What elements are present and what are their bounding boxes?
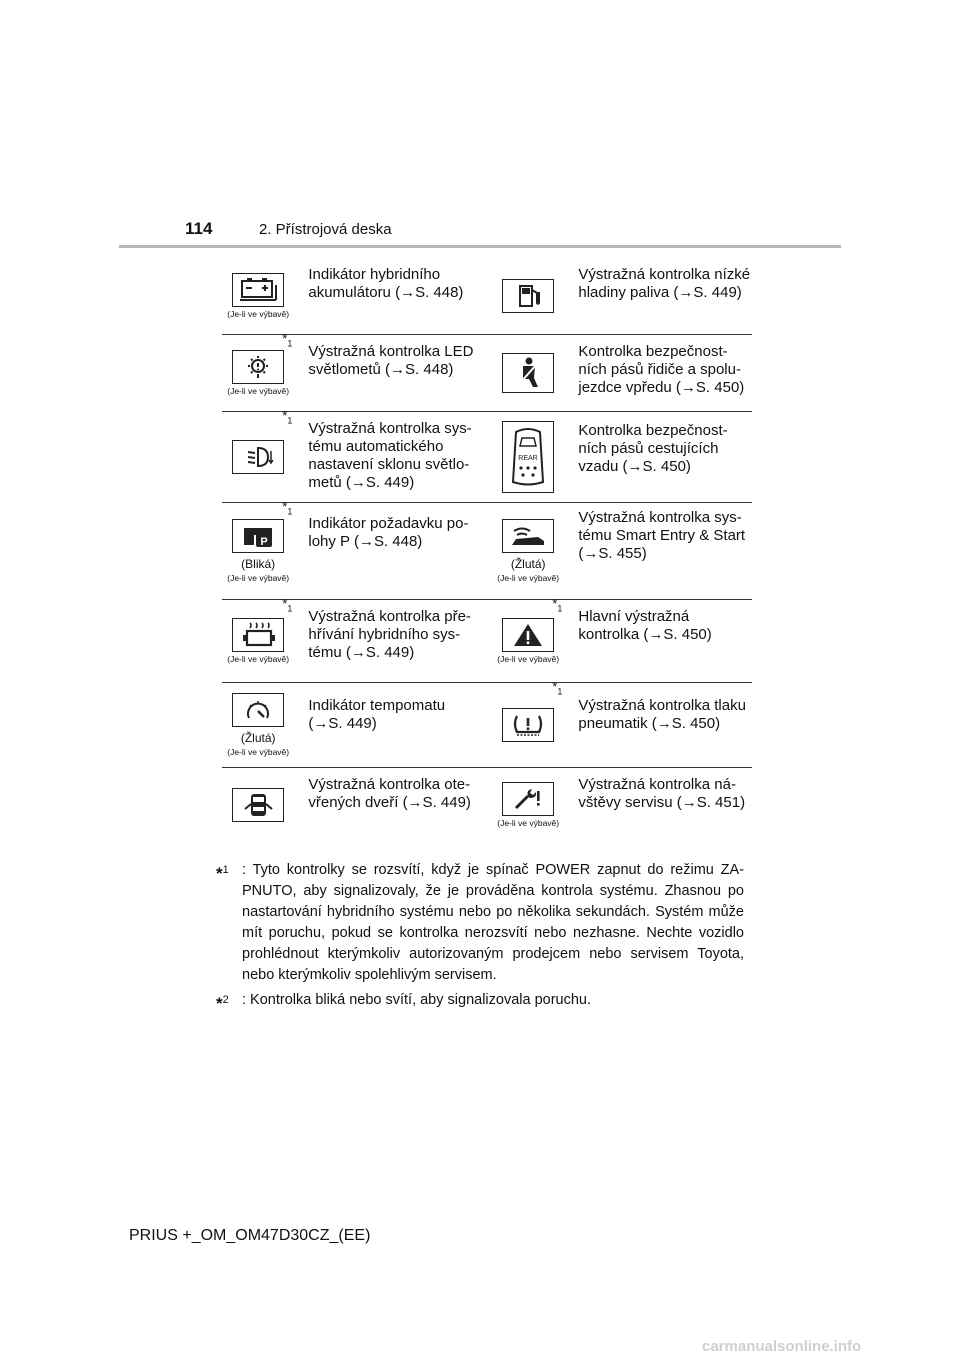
footnote-marker: $*_1$ — [282, 596, 293, 614]
availability-note: (Je-li ve výbavě) — [227, 308, 290, 319]
indicator-cell — [222, 768, 482, 842]
table-row — [222, 679, 752, 768]
rear-seatbelt-icon — [502, 421, 554, 493]
section-title: 2. Přístrojová deska — [259, 221, 392, 238]
indicator-description: Indikátor požadavku po-lohy P (→S. 448) — [308, 515, 469, 550]
indicator-description: Výstražná kontrolka ote-vřených dveří (→S. 449) — [308, 776, 471, 811]
footnote-marker: $*_1$ — [282, 499, 293, 517]
indicator-cell — [492, 412, 752, 502]
table-row — [222, 596, 752, 683]
footnote — [216, 860, 744, 986]
indicator-cell — [492, 258, 752, 334]
page-number: 114 — [185, 219, 213, 238]
indicator-cell — [222, 331, 482, 411]
footnote-marker: $*_1$ — [282, 408, 293, 426]
indicator-description: Výstražná kontrolka ná-vštěvy servisu (→S. 451) — [578, 776, 746, 811]
color-note: (Bliká) — [241, 556, 276, 571]
availability-note: (Je-li ve výbavě) — [497, 572, 560, 583]
footnote-text: : Kontrolka bliká nebo svítí, aby signalizovala poruchu. — [242, 992, 592, 1008]
footnotes — [216, 860, 744, 1020]
indicator-cell — [222, 408, 482, 502]
hybrid-battery-icon — [232, 273, 284, 307]
indicator-description: Výstražná kontrolka sys-tému Smart Entry & Start (→S. 455) — [578, 509, 746, 562]
watermark: carmanualsonline.info — [702, 1338, 862, 1355]
indicator-description: Výstražná kontrolka sys-tému automatického nastavení sklonu světlo-metů (→S. 449) — [308, 420, 472, 491]
fuel-pump-icon — [502, 279, 554, 313]
availability-note: (Je-li ve výbavě) — [497, 817, 560, 828]
indicator-cell — [492, 768, 752, 842]
indicator-description: Kontrolka bezpečnost-ních pásů řidiče a spolu-jezdce vpředu (→S. 450) — [578, 343, 745, 396]
document-id: PRIUS +_OM_OM47D30CZ_(EE) — [129, 1227, 371, 1244]
indicator-description: Výstražná kontrolka pře-hřívání hybridního sys-tému (→S. 449) — [308, 608, 471, 661]
indicator-cell — [222, 258, 482, 334]
color-note: (Žlutá) — [240, 730, 276, 745]
footnote-marker: $*_1$ — [552, 596, 563, 614]
indicator-description: Kontrolka bezpečnost-ních pásů cestujících vzadu (→S. 450) — [578, 422, 728, 475]
header-rule — [119, 245, 841, 248]
hybrid-overheat-icon — [232, 618, 284, 652]
footnote-marker: $*_1$ — [282, 331, 293, 349]
tire-pressure-icon — [502, 708, 554, 742]
table-row — [222, 768, 752, 842]
availability-note: (Je-li ve výbavě) — [227, 653, 290, 664]
cruise-control-icon — [232, 693, 284, 727]
indicator-cell — [492, 679, 752, 767]
table-row — [222, 408, 752, 503]
service-reminder-icon — [502, 782, 554, 816]
indicator-cell — [492, 596, 752, 682]
indicator-cell — [492, 503, 752, 599]
rear-label: REAR — [518, 455, 538, 462]
svg-text:P: P — [260, 535, 268, 548]
indicator-description: Indikátor tempomatu (→S. 449) — [308, 697, 446, 732]
led-headlight-warning-icon — [232, 350, 284, 384]
table-row — [222, 499, 752, 600]
park-request-icon — [232, 519, 284, 553]
indicator-description: Hlavní výstražná kontrolka (→S. 450) — [578, 608, 712, 643]
table-row — [222, 331, 752, 412]
availability-note: (Je-li ve výbavě) — [227, 572, 290, 583]
footnote-marker: $*_1$ — [552, 679, 563, 697]
indicator-cell — [492, 335, 752, 411]
smart-entry-icon — [502, 519, 554, 553]
footnote-text: : Tyto kontrolky se rozsvítí, když je spínač POWER zapnut do režimu ZA-PNUTO, aby signalizovaly, že je prováděna kontrola systému. Zhasnou po nastartování hybridního systému nebo po několika sekundách. Systém může mít poruchu, pokud se kontrolka nerozsvítí nebo nezhasne. Nechte vozidlo prohlédnout kterýmkoliv autorizovaným prodejcem nebo servisem Toyota, nebo kterýmkoliv spolehlivým servisem. — [242, 862, 744, 983]
availability-note: (Je-li ve výbavě) — [497, 653, 560, 664]
indicator-description: Výstražná kontrolka tlaku pneumatik (→S. 450) — [578, 697, 746, 732]
indicator-description: Indikátor hybridního akumulátoru (→S. 448) — [308, 266, 464, 301]
indicator-table — [222, 258, 752, 842]
footnote — [216, 990, 744, 1016]
master-warning-icon — [502, 618, 554, 652]
headlight-leveling-icon — [232, 440, 284, 474]
availability-note: (Je-li ve výbavě) — [227, 746, 290, 757]
table-row — [222, 258, 752, 335]
indicator-cell — [222, 683, 482, 767]
color-note: (Žlutá) — [510, 556, 546, 571]
seatbelt-reminder-icon — [502, 353, 554, 393]
availability-note: (Je-li ve výbavě) — [227, 385, 290, 396]
indicator-description: Výstražná kontrolka nízké hladiny paliva (→S. 449) — [578, 266, 751, 301]
indicator-cell — [222, 596, 482, 682]
footnote-marker: *$^1$ — [216, 863, 229, 883]
open-door-icon — [232, 788, 284, 822]
indicator-cell — [222, 499, 482, 599]
footnote-marker: *$^2$ — [216, 993, 229, 1013]
indicator-description: Výstražná kontrolka LED světlometů (→S. 448) — [308, 343, 474, 378]
